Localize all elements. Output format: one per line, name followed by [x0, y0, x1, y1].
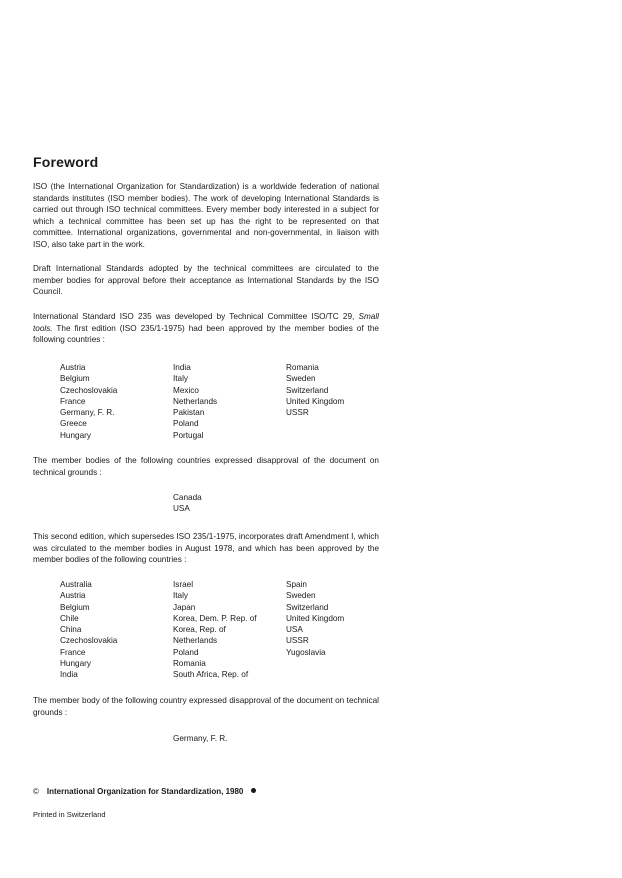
country-item: Sweden [286, 591, 316, 601]
country-item: Germany, F. R. [60, 408, 115, 418]
paragraph-draft-standards: Draft International Standards adopted by the technical committees are circulated to the member bodies for approval before their acceptance as International Standards by the ISO Council. [33, 264, 379, 296]
country-item: Netherlands [173, 396, 218, 406]
country-item: South Africa, Rep. of [173, 670, 249, 680]
small-tools-italic: Small tools. [33, 312, 379, 333]
country-item: Italy [173, 374, 189, 384]
country-item: Austria [60, 591, 86, 601]
approval1-col3 [286, 362, 344, 418]
paragraph-first-edition [33, 311, 379, 346]
approval2-col2 [173, 579, 257, 681]
paragraph-disapproval-first: The member bodies of the following countries expressed disapproval of the document on technical grounds : [33, 456, 379, 477]
country-item: Czechoslovakia [60, 385, 118, 395]
country-item: Poland [173, 419, 199, 429]
country-item: Japan [173, 602, 196, 612]
country-item: USSR [286, 408, 309, 418]
country-item: Australia [60, 580, 92, 589]
country-item: Chile [60, 613, 79, 623]
approval1-col2 [173, 362, 217, 441]
country-item: Germany, F. R. [173, 734, 228, 743]
country-item: Austria [60, 363, 86, 372]
paragraph-second-edition: This second edition, which supersedes ISO 235/1-1975, incorporates draft Amendment I, which was circulated to the member bodies in August 1978, and which has been approved by the member bodies of the following countries : [33, 532, 379, 564]
bullet-dot-icon [251, 788, 256, 793]
country-item: Israel [173, 580, 194, 589]
country-item: Portugal [173, 430, 204, 440]
approval2-col3 [286, 579, 344, 658]
country-item: Romania [173, 659, 206, 669]
approval2-col1 [60, 579, 117, 681]
country-item: Czechoslovakia [60, 636, 118, 646]
paragraph-disapproval-second: The member body of the following country expressed disapproval of the document on technical grounds : [33, 696, 379, 717]
country-item: USA [173, 504, 190, 514]
country-item: Canada [173, 493, 202, 502]
country-item: USSR [286, 636, 309, 646]
disapproval1-list [173, 492, 202, 515]
country-item: United Kingdom [286, 396, 345, 406]
country-item: Pakistan [173, 408, 205, 418]
country-item: China [60, 625, 82, 635]
country-item: Netherlands [173, 636, 218, 646]
copyright-line [33, 787, 256, 796]
country-item: France [60, 647, 86, 657]
country-item: Belgium [60, 602, 90, 612]
country-item: Mexico [173, 385, 199, 395]
country-item: India [60, 670, 78, 680]
country-item: Romania [286, 363, 319, 372]
country-item: Italy [173, 591, 189, 601]
first-edition-text-a: International Standard ISO 235 was developed by Technical Committee ISO/TC 29, [33, 312, 355, 321]
country-item: Spain [286, 580, 307, 589]
paragraph-iso-intro: ISO (the International Organization for Standardization) is a worldwide federation of national standards institutes (ISO member bodies). The work of developing International Standards is carried out through ISO technical committees. Every member body interested in a subject for which a technical committee has been set up has the right to be represented on that committee. International organizations, governmental and non-governmental, in liaison with ISO, also take part in the work. [33, 182, 379, 249]
country-item: Poland [173, 647, 199, 657]
printed-in-label: Printed in Switzerland [33, 810, 106, 819]
country-item: United Kingdom [286, 613, 345, 623]
country-item: Sweden [286, 374, 316, 384]
copyright-icon: © [33, 787, 39, 796]
approval1-col1 [60, 362, 117, 441]
country-item: Hungary [60, 430, 91, 440]
country-item: Korea, Dem. P. Rep. of [173, 613, 257, 623]
country-item: France [60, 396, 86, 406]
page-title: Foreword [33, 154, 99, 170]
copyright-text: International Organization for Standardization, 1980 [46, 787, 244, 796]
country-item: Greece [60, 419, 87, 429]
country-item: USA [286, 625, 303, 635]
country-item: Switzerland [286, 602, 329, 612]
country-item: Belgium [60, 374, 90, 384]
country-item: Yugoslavia [286, 647, 326, 657]
country-item: India [173, 363, 191, 372]
country-item: Switzerland [286, 385, 329, 395]
disapproval2-list [173, 733, 227, 744]
country-item: Korea, Rep. of [173, 625, 226, 635]
first-edition-text-b: The first edition (ISO 235/1-1975) had been approved by the member bodies of the following countries : [33, 323, 379, 344]
country-item: Hungary [60, 659, 91, 669]
